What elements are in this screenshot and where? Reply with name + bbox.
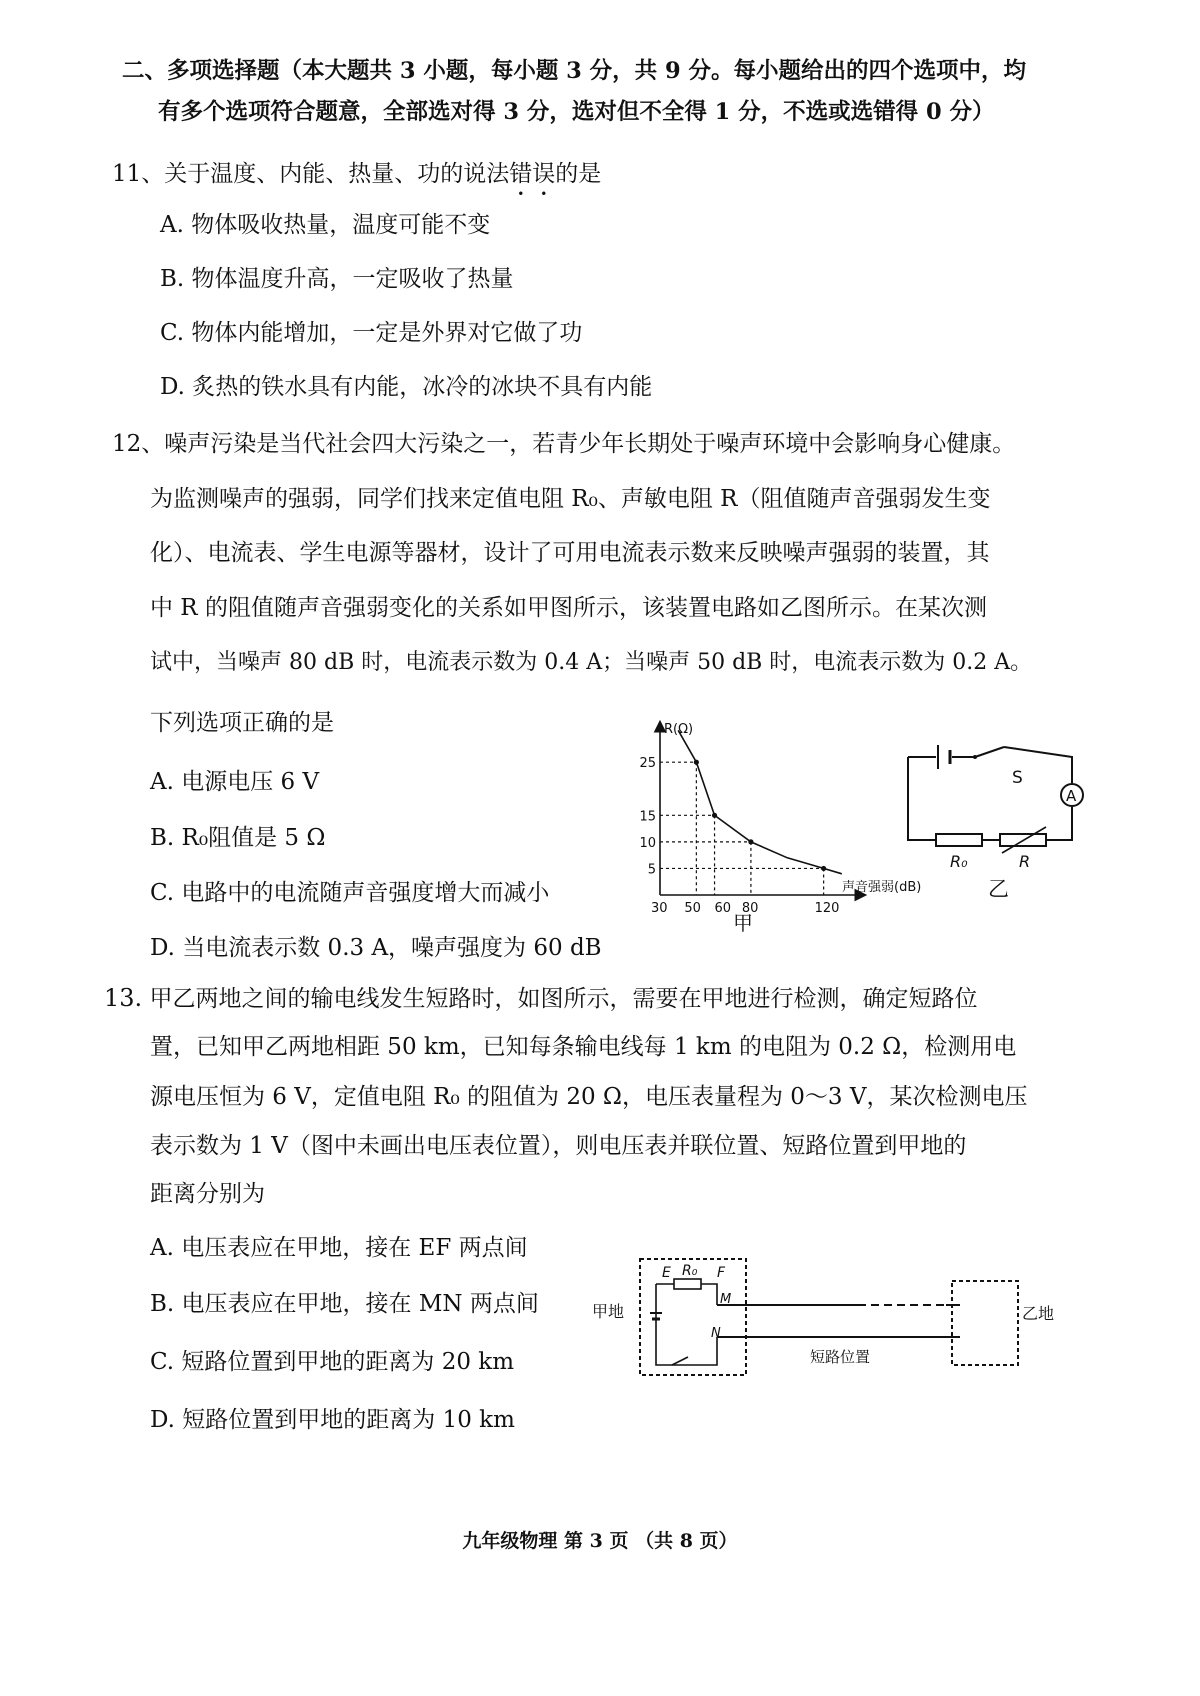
chart-x-tick-label: 80 [741,901,759,916]
chart-x-tick-label: 50 [684,901,701,916]
transmission-line-diagram [590,1247,1055,1377]
q11-option-d [160,371,652,403]
page-footer: 九年级物理 第 3 页 （共 8 页） [462,1530,738,1552]
q11-option-a [160,209,490,241]
detector-switch [672,1357,688,1365]
q11-stem [112,158,601,201]
q12-line-6: 下列选项正确的是 [150,710,334,736]
q12-option-a [150,766,319,798]
q12-option-c [150,877,549,909]
option-text: 炙热的铁水具有内能，冰冷的冰块不具有内能 [192,374,653,400]
q11-option-b [160,263,514,295]
q13-number: 13. [104,984,143,1012]
section-heading-line-1: 二、多项选择题（本大题共 3 小题，每小题 3 分，共 9 分。每小题给出的四个选项中，均 [122,58,1026,84]
short-position-label: 短路位置 [810,1348,871,1366]
ammeter-label: A [1066,787,1077,805]
option-text: 电压表应在甲地，接在 MN 两点间 [181,1291,539,1317]
resistance-curve [678,730,842,874]
q13-line-4: 表示数为 1 V（图中未画出电压表位置），则电压表并联位置、短路位置到甲地的 [150,1133,967,1159]
point-n-label: N [711,1326,721,1341]
r0-label: R₀ [682,1263,698,1279]
circuit-caption: 乙 [988,877,1009,901]
q11-stem-part-a: 关于温度、内能、热量、功的说法 [164,161,510,187]
q13-line-2: 置，已知甲乙两地相距 50 km，已知每条输电线每 1 km 的电阻为 0.2 Ω，检测用电 [150,1034,1017,1060]
resistor-r0 [936,834,982,846]
chart-y-tick-label: 25 [639,756,656,772]
site-jia-label: 甲地 [592,1302,625,1321]
option-text: R₀阻值是 5 Ω [181,825,326,851]
option-label: C. [150,880,175,906]
q12-line-1 [112,428,1015,460]
detector-wire [656,1284,717,1365]
q11-number: 11、 [112,161,165,187]
option-label: C. [150,1349,175,1375]
chart-y-tick-label: 15 [639,809,656,825]
q11-option-c [160,317,582,349]
switch-label: S [1012,768,1023,788]
chart-x-label: 声音强弱(dB) [842,880,922,895]
option-text: 短路位置到甲地的距离为 20 km [181,1349,515,1375]
option-text: 电压表应在甲地，接在 EF 两点间 [181,1235,528,1261]
chart-data-point [694,760,699,765]
q12-option-b [150,822,325,854]
q13-line-1 [104,982,977,1015]
resistance-vs-sound-chart [620,715,940,945]
section-heading-line-2: 有多个选项符合题意，全部选对得 3 分，选对但不全得 1 分，不选或选错得 0 分） [158,99,995,125]
chart-x-tick-label: 120 [814,901,840,916]
point-f-label: F [717,1265,726,1281]
option-text: 短路位置到甲地的距离为 10 km [182,1407,515,1433]
q12-option-d [150,932,602,964]
option-label: A. [150,1235,174,1261]
q13-text: 甲乙两地之间的输电线发生短路时，如图所示，需要在甲地进行检测，确定短路位 [149,986,978,1012]
detector-resistor-r0 [674,1279,701,1289]
chart-data-point [712,813,717,818]
option-label: B. [150,1291,175,1317]
switch-pivot [973,755,977,759]
point-m-label: M [720,1292,732,1307]
option-text: 物体温度升高，一定吸收了热量 [191,266,514,292]
chart-y-tick-label: 5 [647,862,656,878]
option-label: A. [160,212,184,238]
q12-line-4: 中 R 的阻值随声音强弱变化的关系如甲图所示，该装置电路如乙图所示。在某次测 [150,595,987,621]
point-e-label: E [662,1265,671,1281]
chart-caption: 甲 [733,911,753,935]
q13-option-c [150,1346,514,1378]
chart-data-point [821,866,826,871]
q12-text: 噪声污染是当代社会四大污染之一，若青少年长期处于噪声环境中会影响身心健康。 [164,431,1016,457]
chart-x-tick-label: 60 [714,901,732,916]
chart-data-point [748,839,753,844]
option-label: B. [160,266,185,292]
chart-y-label: R(Ω) [664,722,694,737]
q13-line-5: 距离分别为 [150,1181,265,1207]
option-label: A. [150,769,174,795]
option-label: D. [160,374,185,400]
option-text: 物体吸收热量，温度可能不变 [191,212,491,238]
option-text: 电源电压 6 V [181,769,320,795]
q12-line-5: 试中，当噪声 80 dB 时，电流表示数为 0.4 A；当噪声 50 dB 时，电流表示数为 0.2 A。 [150,650,1033,675]
option-text: 电路中的电流随声音强度增大而减小 [181,880,550,906]
q11-stem-emphasis: 错误 [509,161,556,187]
option-label: B. [150,825,175,851]
resistor-r0-label: R₀ [950,852,968,871]
chart-y-tick-label: 10 [639,835,656,851]
option-text: 当电流表示数 0.3 A，噪声强度为 60 dB [182,935,602,961]
q12-line-2: 为监测噪声的强弱，同学们找来定值电阻 R₀、声敏电阻 R（阻值随声音强弱发生变 [150,486,991,512]
q12-line-3: 化）、电流表、学生电源等器材，设计了可用电流表示数来反映噪声强弱的装置，其 [150,540,990,566]
q12-number: 12、 [112,431,165,457]
option-label: D. [150,935,175,961]
option-label: C. [160,320,185,346]
circuit-wire [908,747,1072,840]
site-yi-box [952,1281,1018,1365]
q11-stem-part-b: 的是 [555,161,602,187]
q13-line-3: 源电压恒为 6 V，定值电阻 R₀ 的阻值为 20 Ω，电压表量程为 0～3 V，某次检测电压 [150,1084,1028,1110]
option-label: D. [150,1407,175,1433]
option-text: 物体内能增加，一定是外界对它做了功 [191,320,583,346]
q13-option-b [150,1288,539,1320]
site-yi-label: 乙地 [1022,1304,1055,1323]
chart-x-tick-label: 30 [651,901,668,916]
q13-option-d [150,1404,515,1436]
switch-blade [975,747,1004,757]
resistor-r-label: R [1019,852,1031,871]
noise-monitor-circuit [900,745,1080,875]
q13-option-a [150,1232,528,1264]
